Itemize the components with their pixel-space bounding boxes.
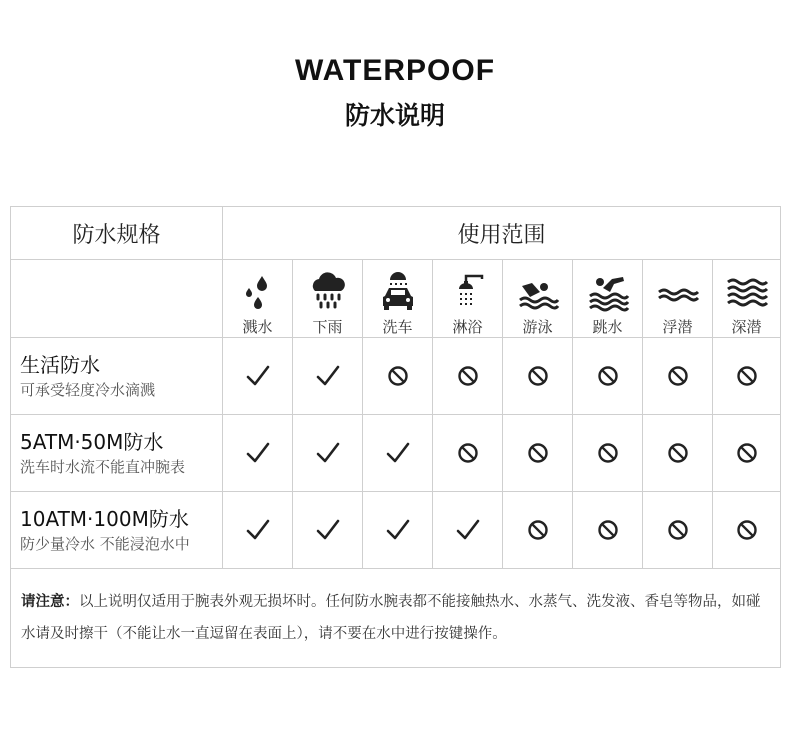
- spec-subtitle: 洗车时水流不能直冲腕表: [20, 457, 186, 476]
- scenario-diving: [573, 260, 643, 338]
- prohibited-icon: [643, 338, 713, 415]
- check-icon: [293, 338, 363, 415]
- check-icon: [293, 492, 363, 569]
- spec-title: 生活防水: [20, 352, 100, 377]
- diving-icon: [573, 270, 642, 314]
- spec-row-heading: [11, 492, 223, 569]
- check-icon: [363, 492, 433, 569]
- scenario-shower: [433, 260, 503, 338]
- check-icon: [223, 492, 293, 569]
- scenario-swimming: [503, 260, 573, 338]
- spec-row: [11, 492, 781, 569]
- title-chinese: 防水说明: [344, 101, 445, 130]
- scenario-label: 浮潜: [662, 318, 693, 336]
- scenario-label: 淋浴: [452, 318, 483, 336]
- car-wash-icon: [363, 270, 432, 314]
- prohibited-icon: [503, 492, 573, 569]
- waterproof-spec-table: [10, 206, 781, 668]
- prohibited-icon: [713, 338, 781, 415]
- swimming-icon: [503, 270, 572, 314]
- note-text: 以上说明仅适用于腕表外观无损坏时。任何防水腕表都不能接触热水、水蒸气、洗发液、香皂等物品，如碰水请及时擦干（不能让水一直逗留在表面上），请不要在水中进行按键操作。: [21, 594, 761, 642]
- prohibited-icon: [573, 492, 643, 569]
- scenario-label: 深潜: [731, 318, 762, 336]
- check-icon: [363, 415, 433, 492]
- prohibited-icon: [573, 415, 643, 492]
- prohibited-icon: [363, 338, 433, 415]
- spec-row: [11, 338, 781, 415]
- scenario-label: 下雨: [312, 318, 343, 336]
- header-row: [11, 207, 781, 260]
- prohibited-icon: [713, 415, 781, 492]
- scenario-label: 洗车: [382, 318, 413, 336]
- prohibited-icon: [643, 415, 713, 492]
- check-icon: [223, 338, 293, 415]
- scenario-snorkel: [643, 260, 713, 338]
- prohibited-icon: [573, 338, 643, 415]
- check-icon: [433, 492, 503, 569]
- scenario-rain: [293, 260, 363, 338]
- scenario-label: 溅水: [242, 318, 273, 336]
- shower-icon: [433, 270, 502, 314]
- scenario-car-wash: [363, 260, 433, 338]
- scenario-label: 跳水: [592, 318, 623, 336]
- rain-cloud-icon: [293, 270, 362, 314]
- spec-subtitle: 防少量冷水 不能浸泡水中: [20, 534, 190, 553]
- scenario-deep-dive: [713, 260, 781, 338]
- prohibited-icon: [433, 338, 503, 415]
- title-english: WATERPOOF: [294, 54, 496, 87]
- scenario-icon-row: [11, 260, 781, 338]
- spec-subtitle: 可承受轻度冷水滴溅: [20, 380, 156, 399]
- prohibited-icon: [643, 492, 713, 569]
- prohibited-icon: [433, 415, 503, 492]
- spec-column-header: 防水规格: [11, 207, 223, 260]
- spec-row-heading: [11, 415, 223, 492]
- splash-drops-icon: [223, 270, 292, 314]
- scenario-label: 游泳: [522, 318, 553, 336]
- spec-title: 5ATM·50M防水: [20, 429, 164, 454]
- spec-row: [11, 415, 781, 492]
- snorkel-waves-icon: [643, 270, 712, 314]
- check-icon: [293, 415, 363, 492]
- note-label: 请注意：: [21, 594, 79, 610]
- empty-corner-cell: [11, 260, 223, 338]
- prohibited-icon: [503, 415, 573, 492]
- check-icon: [223, 415, 293, 492]
- note-cell: [11, 569, 781, 668]
- prohibited-icon: [503, 338, 573, 415]
- note-row: [11, 569, 781, 668]
- spec-title: 10ATM·100M防水: [20, 506, 189, 531]
- deep-dive-waves-icon: [713, 270, 780, 314]
- prohibited-icon: [713, 492, 781, 569]
- spec-row-heading: [11, 338, 223, 415]
- scope-column-header: 使用范围: [223, 207, 781, 260]
- scenario-splash: [223, 260, 293, 338]
